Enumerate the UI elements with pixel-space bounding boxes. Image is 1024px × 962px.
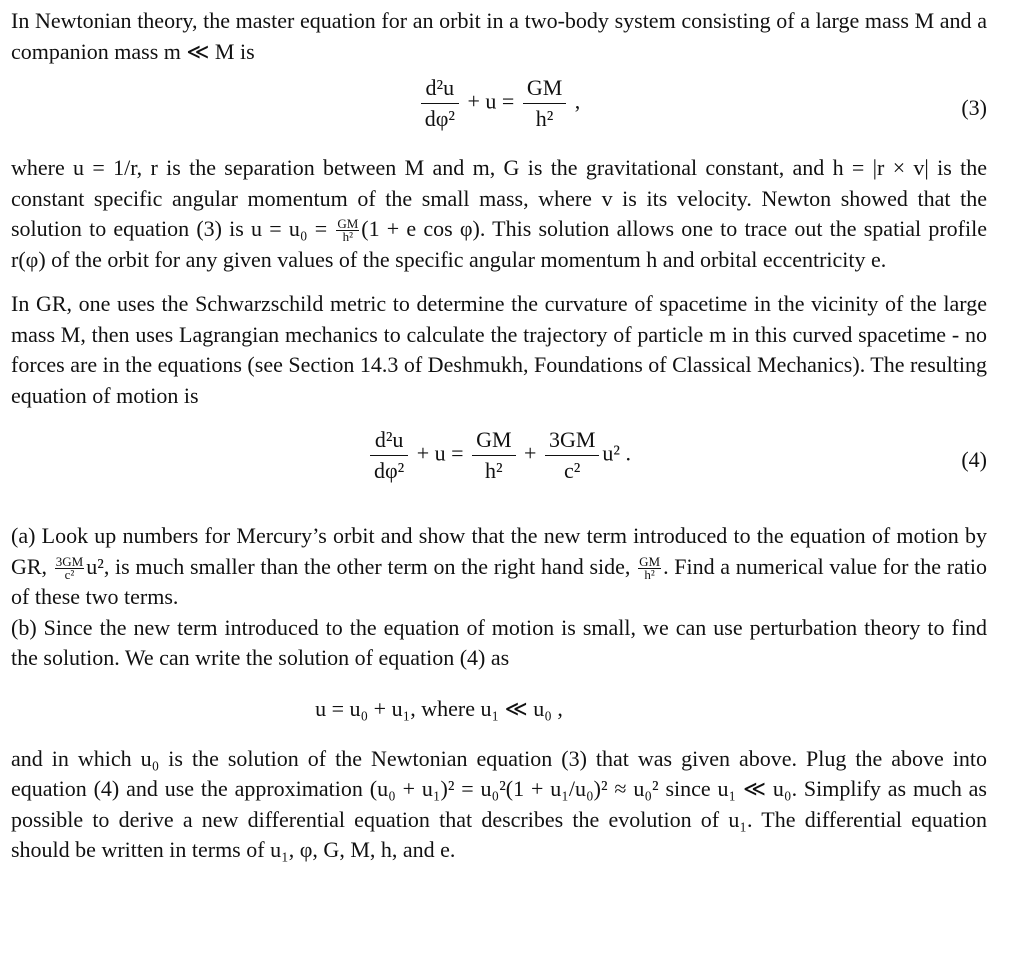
p2-frac-numerator: GM <box>337 216 359 232</box>
perturbation-equation: u = u₀ + u₁, where u₁ ≪ u₀ , <box>315 695 563 721</box>
part-a-text-2: u², is much smaller than the other term on the right hand side, <box>86 553 631 579</box>
p2-line1: where u = 1/r, r is the separation between M and m, G is the gravitational constant, and <box>11 155 825 180</box>
p2-line2a: h = |r × v| is the constant specific angular momentum of the small mass, where <box>11 155 988 211</box>
eq3-rhs-denominator: h² <box>535 106 554 131</box>
eq4-lhs-denominator: dφ² <box>373 458 405 483</box>
eq3-tail: , <box>574 88 581 114</box>
p2-line3a: velocity. Newton showed that the solution to equation (3) is u = u₀ = <box>11 185 988 241</box>
equation-number-3: (3) <box>961 95 987 120</box>
part-a-f1-numerator: 3GM <box>55 553 84 569</box>
eq3-rhs-numerator: GM <box>523 73 566 104</box>
equation-5 <box>11 684 987 744</box>
equation-4 <box>11 425 987 521</box>
part-a-fraction-2 <box>638 553 661 582</box>
eq4-plus: + <box>524 440 537 466</box>
eq4-lhs-numerator: d²u <box>370 425 408 456</box>
p2-frac-denominator: h² <box>342 229 353 245</box>
part-a-fraction-1 <box>55 553 84 582</box>
eq3-lhs-fraction <box>421 73 459 134</box>
p2-line3b: (1 + e cos φ). <box>361 216 486 241</box>
eq4-term1-fraction <box>472 425 515 486</box>
eq4-lhs-fraction <box>370 425 408 486</box>
final-paragraph: and in which u₀ is the solution of the Newtonian equation (3) that was given above. Plug the above into equation (4) and use the approximation (u₀ + u₁)² = u₀²(1 + u₁/u₀)² ≈ u₀² since u₁ ≪ u₀. Simplify as much as possible to derive a new differential equation that describes the evolution of u₁. The differential equation should be written in terms of u₁, φ, G, M, h, and e. <box>11 745 987 862</box>
intro-paragraph: In Newtonian theory, the master equation for an orbit in a two-body system consisting of a large mass M and a companion mass m ≪ M is <box>11 8 987 64</box>
part-a-text-1: (a) Look up numbers for Mercury’s orbit and show that the new term introduced to the equation of motion by GR, <box>11 523 987 579</box>
p2-line4: This solution allows one to trace out the spatial profile r(φ) of the orbit for any given values of the specific angular momentum h and orbital eccentricity e. <box>11 216 988 272</box>
eq3-lhs-denominator: dφ² <box>424 106 455 131</box>
eq4-term1-numerator: GM <box>472 425 515 456</box>
part-a-f1-denominator: c² <box>64 566 75 582</box>
eq3-plus-u: + u = <box>467 88 515 114</box>
p2-line2b: v is its <box>601 185 668 211</box>
part-a-paragraph <box>11 521 987 613</box>
eq4-plus-u: + u = <box>416 440 464 466</box>
eq3-lhs-numerator: d²u <box>421 73 459 104</box>
p2-inline-fraction <box>336 218 359 243</box>
part-a-f2-numerator: GM <box>639 553 661 569</box>
eq4-term2-numerator: 3GM <box>545 425 599 456</box>
part-b-paragraph: (b) Since the new term introduced to the equation of motion is small, we can use perturbation theory to find the solution. We can write the solution of equation (4) as <box>11 614 987 670</box>
equation-3 <box>11 73 987 153</box>
part-a-f2-denominator: h² <box>644 566 655 582</box>
newton-paragraph <box>11 153 987 275</box>
gr-paragraph: In GR, one uses the Schwarzschild metric to determine the curvature of spacetime in the vicinity of the large mass M, then uses Lagrangian mechanics to calculate the trajectory of particle m in this curved spacetime - no forces are in the equations (see Section 14.3 of Deshmukh, Foundations of Classical Mechanics). The resulting equation of motion is <box>11 291 987 408</box>
eq4-term2-denominator: c² <box>564 458 581 483</box>
document-page <box>11 6 987 866</box>
eq4-term2-tail: u² . <box>602 440 632 466</box>
eq4-term2-fraction <box>545 425 599 486</box>
eq3-rhs-fraction <box>523 73 566 134</box>
equation-number-4: (4) <box>961 447 987 472</box>
part-a-text-3: . Find a numerical value for the ratio of these two terms. <box>11 553 988 609</box>
eq4-term1-denominator: h² <box>485 458 503 483</box>
